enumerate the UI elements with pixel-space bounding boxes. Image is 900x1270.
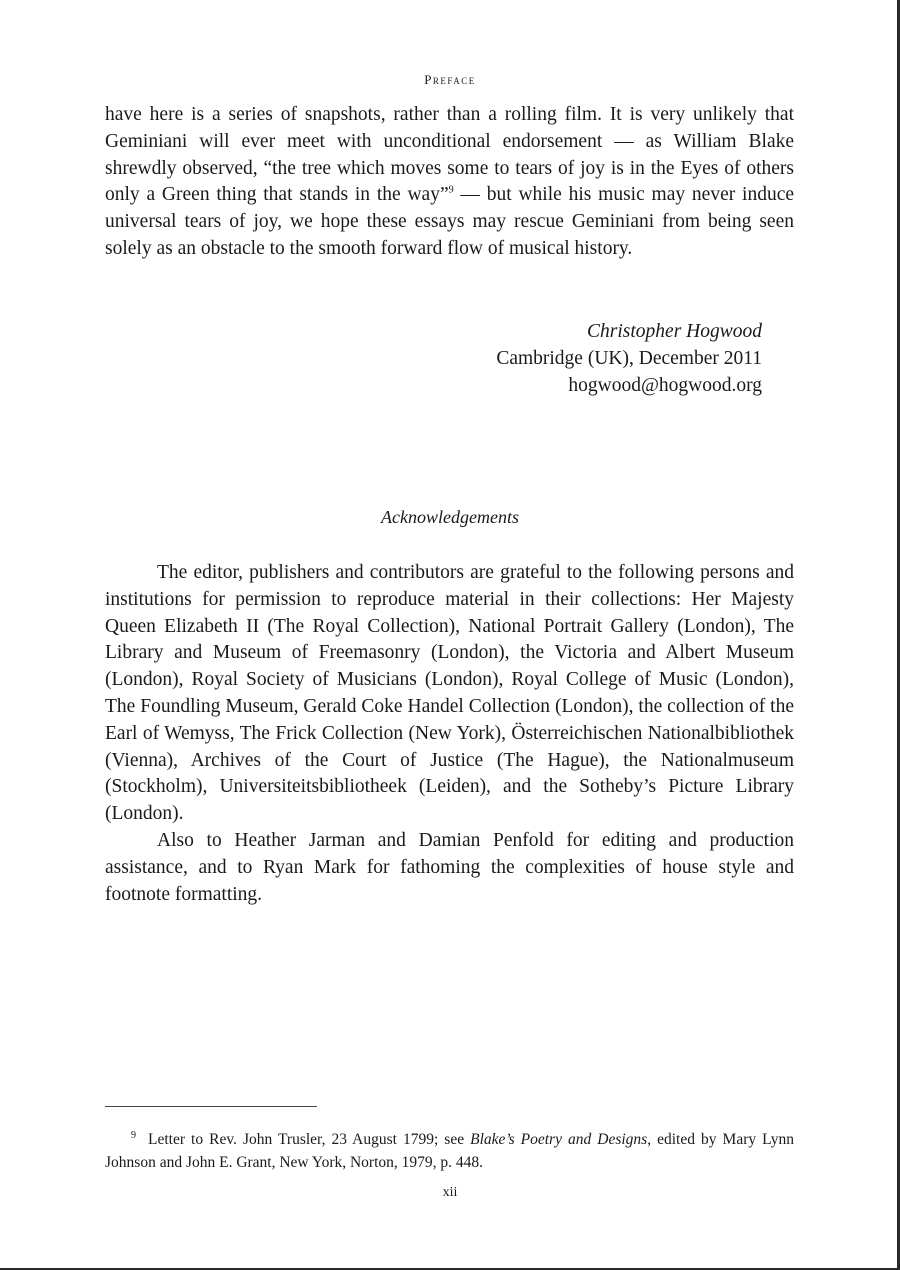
signature-block bbox=[496, 318, 762, 399]
running-head: Preface bbox=[424, 72, 476, 87]
footnote-text-after-title: , edited by Mary Lynn Johnson and John E. Grant, New York, Norton, 1979, p. 448. bbox=[105, 1131, 795, 1172]
acknowledgements-paragraph: The editor, publishers and contributors are grateful to the following persons and institutions for permission to reproduce material in their collections: Her Majesty Queen Elizabeth II (The Royal Collection), National Portrait Gallery (London), The Library and Museum of Freemasonry (London), the Victoria and Albert Museum (London), Royal Society of Musicians (London), Royal College of Music (London), The Foundling Museum, Gerald Coke Handel Collection (London), the collection of the Earl of Wemyss, The Frick Collection (New York), Österreichischen Nationalbibliothek (Vienna), Archives of the Court of Justice (The Hague), the Nationalmuseum (Stockholm), Universiteitsbibliotheek (Leiden), and the Sotheby’s Picture Library (London). bbox=[105, 562, 794, 825]
signature-place-date: Cambridge (UK), December 2011 bbox=[496, 348, 762, 369]
acknowledgements-paragraph: Also to Heather Jarman and Damian Penfold for editing and production assistance, and to Ryan Mark for fathoming the complexities of house style and footnote formatting. bbox=[105, 829, 794, 905]
preface-text-before-ref: have here is a series of snapshots, rather than a rolling film. It is very unlikely that Geminiani will ever meet with unconditional endorsement — as William Blake shrewdly observed, “the tree which moves some to tears of joy is in the Eyes of others only a Green thing that stands in the way” bbox=[105, 104, 794, 206]
preface-closing-paragraph bbox=[105, 102, 794, 263]
preface-text-after-ref: — but while his music may never induce universal tears of joy, we hope these essays may rescue Geminiani from being seen solely as an obstacle to the smooth forward flow of musical history. bbox=[105, 184, 795, 259]
footnote-rule bbox=[105, 1106, 317, 1107]
footnote-mark: 9 bbox=[131, 1130, 136, 1141]
footnote-book-title: Blake’s Poetry and Designs bbox=[470, 1131, 648, 1149]
signature-name: Christopher Hogwood bbox=[587, 321, 762, 342]
signature-email[interactable]: hogwood@hogwood.org bbox=[568, 375, 762, 396]
footnote-text-before-title: Letter to Rev. John Trusler, 23 August 1799; see bbox=[148, 1131, 471, 1149]
footnote bbox=[105, 1124, 794, 1174]
footnote-reference[interactable]: 9 bbox=[448, 184, 454, 196]
acknowledgements-body bbox=[105, 560, 794, 908]
acknowledgements-heading: Acknowledgements bbox=[381, 507, 519, 527]
page-number: xii bbox=[442, 1185, 458, 1200]
